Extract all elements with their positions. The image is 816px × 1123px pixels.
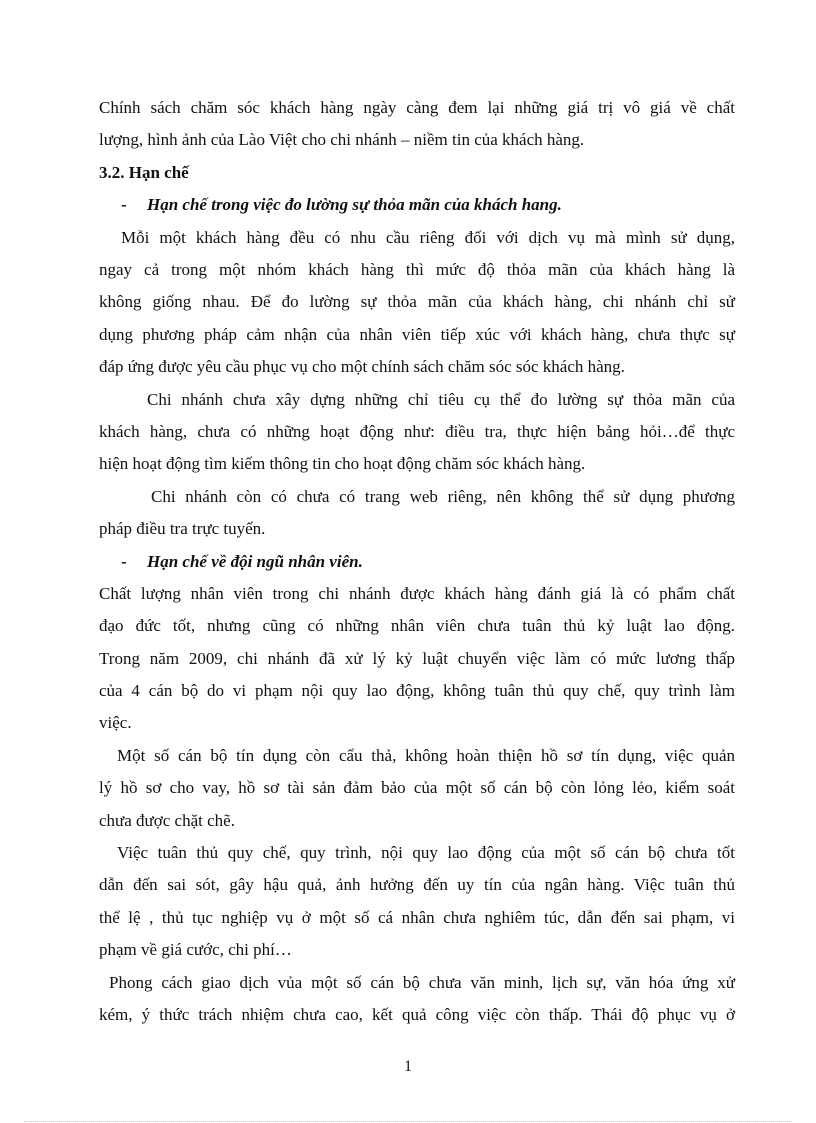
text-line: dụng phương pháp cảm nhận của nhân viên tiếp xúc với khách hàng, chưa thực sự — [99, 324, 735, 344]
text-line: của 4 cán bộ do vi phạm nội quy lao động, không tuân thủ quy chế, quy trình làm — [99, 681, 735, 701]
text-line: việc. — [99, 713, 132, 733]
text-line: Chất lượng nhân viên trong chi nhánh được khách hàng đánh giá là có phẩm chất — [99, 583, 735, 603]
bullet-text: Hạn chế trong việc đo lường sự thỏa mãn của khách hang. — [147, 195, 562, 215]
text-line: khách hàng, chưa có những hoạt động như: điều tra, thực hiện bảng hỏi…để thực — [99, 421, 735, 441]
bullet-dash: - — [121, 551, 127, 571]
text-line: lượng, hình ảnh của Lào Việt cho chi nhánh – niềm tin của khách hàng. — [99, 130, 585, 150]
text-line: thể lệ , thủ tục nghiệp vụ ở một số cá nhân chưa nghiêm túc, dẫn đến sai phạm, vi — [99, 907, 735, 927]
text-line: Chi nhánh còn có chưa có trang web riêng, nên không thể sử dụng phương — [151, 486, 735, 506]
paragraph-3 — [99, 384, 735, 481]
paragraph-6 — [99, 740, 735, 837]
paragraph-5 — [99, 578, 735, 740]
bullet-text: Hạn chế về đội ngũ nhân viên. — [147, 551, 363, 571]
bullet-item-1 — [99, 189, 735, 221]
text-line: ngay cả trong một nhóm khách hàng thì mức độ thỏa mãn của khách hàng là — [99, 259, 735, 279]
text-line: Một số cán bộ tín dụng còn cẩu thả, không hoàn thiện hồ sơ tín dụng, việc quản — [117, 745, 735, 765]
text-line: lý hồ sơ cho vay, hồ sơ tài sản đảm bảo của một số cán bộ còn lỏng lẻo, kiểm soát — [99, 778, 735, 798]
bullet-item-2 — [99, 546, 735, 578]
paragraph-1 — [99, 92, 735, 157]
text-line: không giống nhau. Để đo lường sự thỏa mãn của khách hàng, chi nhánh chỉ sử — [99, 292, 735, 312]
text-line: Trong năm 2009, chi nhánh đã xử lý kỷ luật chuyển việc làm có mức lương thấp — [99, 648, 735, 668]
paragraph-8 — [99, 967, 735, 1032]
text-line: Chi nhánh chưa xây dựng những chỉ tiêu cụ thể đo lường sự thỏa mãn của — [147, 389, 735, 409]
text-line: phạm về giá cước, chi phí… — [99, 940, 292, 960]
page-body — [99, 92, 735, 1031]
paragraph-4 — [99, 481, 735, 546]
text-line: đáp ứng được yêu cầu phục vụ cho một chính sách chăm sóc sóc khách hàng. — [99, 357, 625, 377]
text-line: Chính sách chăm sóc khách hàng ngày càng đem lại những giá trị vô giá về chất — [99, 98, 735, 117]
text-line: Việc tuân thủ quy chế, quy trình, nội quy lao động của một số cán bộ chưa tốt — [117, 843, 735, 863]
text-line: Mỗi một khách hàng đều có nhu cầu riêng đối với dịch vụ mà mình sử dụng, — [121, 227, 735, 247]
page-number: 1 — [404, 1058, 412, 1075]
paragraph-2 — [99, 222, 735, 384]
text-line: chưa được chặt chẽ. — [99, 810, 235, 830]
text-line: pháp điều tra trực tuyến. — [99, 519, 266, 539]
section-heading: 3.2. Hạn chế — [99, 162, 189, 182]
text-line: kém, ý thức trách nhiệm chưa cao, kết quả công việc còn thấp. Thái độ phục vụ ở — [99, 1004, 735, 1024]
text-line: hiện hoạt động tìm kiếm thông tin cho hoạt động chăm sóc khách hàng. — [99, 454, 586, 474]
text-line: dẫn đến sai sót, gây hậu quả, ảnh hưởng đến uy tín của ngân hàng. Việc tuân thủ — [99, 875, 735, 895]
text-line: Phong cách giao dịch vủa một số cán bộ chưa văn minh, lịch sự, văn hóa ứng xử — [109, 972, 735, 992]
paragraph-7 — [99, 837, 735, 967]
bullet-dash: - — [121, 195, 127, 215]
text-line: đạo đức tốt, nhưng cũng có những nhân viên chưa tuân thủ kỷ luật lao động. — [99, 616, 735, 636]
page-bottom-divider — [24, 1121, 792, 1122]
